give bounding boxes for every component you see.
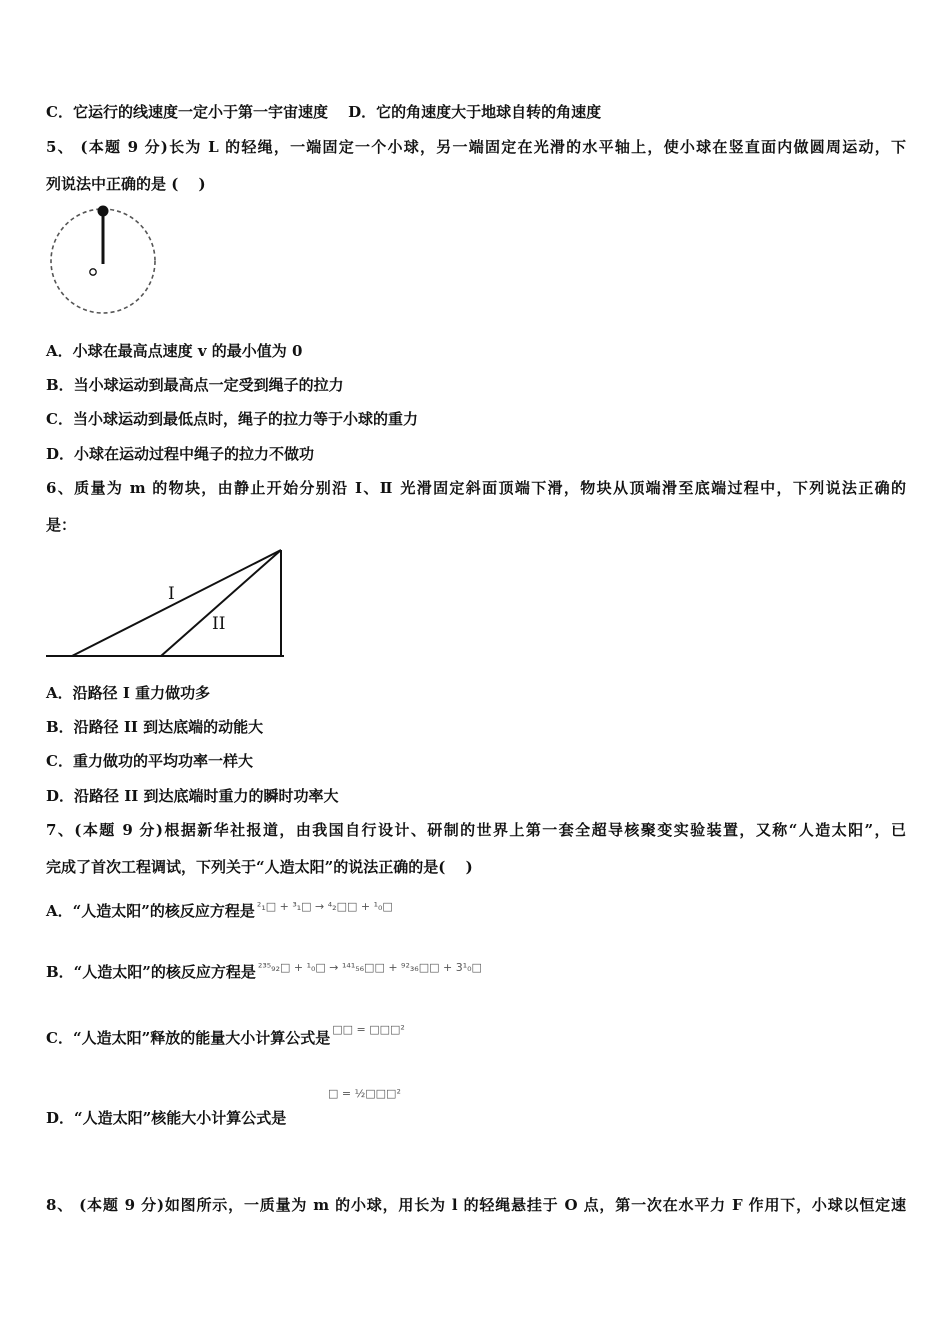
q7-stem-line2: 完成了首次工程调试，下列关于“人造太阳”的说法正确的是( )	[46, 858, 473, 876]
q5-stem-line2: 列说法中正确的是 ( )	[46, 175, 206, 193]
q5-circle-diagram	[46, 202, 162, 318]
incline-path-2	[161, 550, 281, 656]
q8-stem-line1: 8、 (本题 9 分)如图所示，一质量为 m 的小球，用长为 l 的轻绳悬挂于 O 点，第一次在水平力 F 作用下，小球以恒定速	[46, 1196, 906, 1214]
q5-option-a: A．小球在最高点速度 v 的最小值为 0	[46, 342, 303, 360]
q7-stem-line1: 7、(本题 9 分)根据新华社报道，由我国自行设计、研制的世界上第一套全超导核聚变实验装置，又称“人造太阳”，已	[46, 821, 906, 839]
q7-option-a	[46, 897, 393, 921]
q5-option-b: B．当小球运动到最高点一定受到绳子的拉力	[46, 376, 344, 394]
path-label-2: II	[212, 614, 226, 634]
path-label-1: I	[168, 584, 175, 604]
q6-option-a: A．沿路径 Ⅰ 重力做功多	[46, 684, 211, 702]
q5-option-c: C．当小球运动到最低点时，绳子的拉力等于小球的重力	[46, 410, 418, 428]
q7-option-b-text: B．“人造太阳”的核反应方程是	[46, 963, 256, 981]
q7-option-a-formula: ²₁□ + ³₁□ → ⁴₂□□ + ¹₀□	[256, 900, 393, 913]
incline-path-1	[72, 550, 281, 656]
q7-option-d-formula-text: □ = ½□□□²	[328, 1087, 401, 1100]
q4-option-cd: C．它运行的线速度一定小于第一宇宙速度 D．它的角速度大于地球自转的角速度	[46, 103, 602, 121]
q6-option-c: C．重力做功的平均功率一样大	[46, 752, 253, 770]
q6-incline-diagram	[44, 546, 288, 660]
q7-option-c-formula: □□ = □□□²	[332, 1023, 405, 1036]
q7-option-d-text: D．“人造太阳”核能大小计算公式是	[46, 1109, 287, 1127]
q6-option-d: D．沿路径 II 到达底端时重力的瞬时功率大	[46, 787, 339, 805]
pivot-axis	[90, 269, 96, 275]
q7-option-c-text: C．“人造太阳”释放的能量大小计算公式是	[46, 1029, 331, 1047]
ball	[98, 206, 109, 217]
q6-stem-line2: 是：	[46, 516, 77, 534]
q5-option-d: D．小球在运动过程中绳子的拉力不做功	[46, 445, 315, 463]
q7-option-c	[46, 1020, 405, 1048]
q7-option-b-formula: ²³⁵₉₂□ + ¹₀□ → ¹⁴¹₅₆□□ + ⁹²₃₆□□ + 3¹₀□	[257, 961, 482, 974]
q7-option-a-text: A．“人造太阳”的核反应方程是	[46, 902, 255, 920]
q6-option-b: B．沿路径 II 到达底端的动能大	[46, 718, 264, 736]
q5-stem-line1: 5、 (本题 9 分)长为 L 的轻绳，一端固定一个小球，另一端固定在光滑的水平轴上，使小球在竖直面内做圆周运动，下	[46, 138, 906, 156]
q7-option-d-formula	[326, 1084, 401, 1108]
q7-option-b	[46, 958, 482, 982]
q6-stem-line1: 6、质量为 m 的物块，由静止开始分别沿 Ⅰ、Ⅱ 光滑固定斜面顶端下滑，物块从顶端滑至底端过程中，下列说法正确的	[46, 479, 906, 497]
